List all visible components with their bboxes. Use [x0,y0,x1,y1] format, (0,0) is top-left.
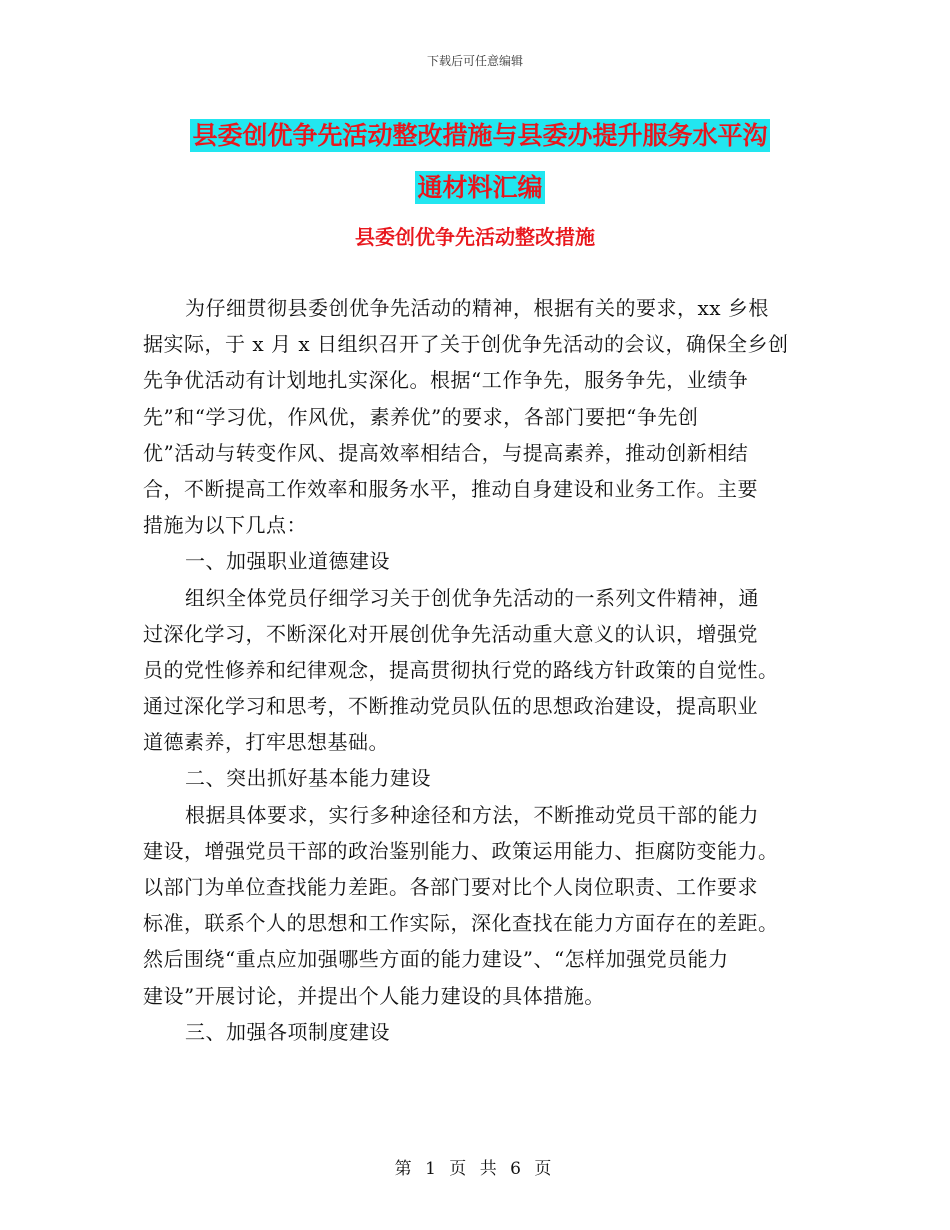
document-title [140,110,820,214]
paragraph-line: 以部门为单位查找能力差距。各部门要对比个人岗位职责、工作要求 [143,875,758,899]
paragraph-line: 为仔细贯彻县委创优争先活动的精神，根据有关的要求，xx 乡根 [185,296,769,320]
heading-line: 三、加强各项制度建设 [185,1019,390,1044]
heading-line: 一、加强职业道德建设 [185,549,390,574]
body-text [143,290,823,1050]
paragraph-line: 组织全体党员仔细学习关于创优争先活动的一系列文件精神，通 [185,585,759,610]
header-note: 下载后可任意编辑 [426,54,523,68]
page-footer: 第 1 页 共 6 页 [394,1159,556,1179]
paragraph-line: 建设”开展讨论，并提出个人能力建设的具体措施。 [143,983,605,1008]
paragraph-line: 然后围绕“重点应加强哪些方面的能力建设”、“怎样加强党员能力 [143,947,729,972]
paragraph-line: 先争优活动有计划地扎实深化。根据“工作争先，服务争先，业绩争 [143,368,749,393]
paragraph-line: 标准，联系个人的思想和工作实际，深化查找在能力方面存在的差距。 [143,911,779,936]
title-line-1: 县委创优争先活动整改措施与县委办提升服务水平沟 [192,121,768,150]
paragraph-line: 据实际，于 x 月 x 日组织召开了关于创优争先活动的会议，确保全乡创 [143,332,789,357]
paragraph-line: 优”活动与转变作风、提高效率相结合，与提高素养，推动创新相结 [143,440,749,465]
paragraph-line: 根据具体要求，实行多种途径和方法，不断推动党员干部的能力 [185,802,759,827]
heading-line: 二、突出抓好基本能力建设 [185,766,431,791]
title-line-2: 通材料汇编 [417,173,543,202]
section-title: 县委创优争先活动整改措施 [355,225,595,249]
paragraph-line: 过深化学习，不断深化对开展创优争先活动重大意义的认识，增强党 [143,621,758,646]
paragraph-line: 通过深化学习和思考，不断推动党员队伍的思想政治建设，提高职业 [143,694,758,719]
paragraph-line: 员的党性修养和纪律观念，提高贯彻执行党的路线方针政策的自觉性。 [143,657,779,682]
paragraph-line: 道德素养，打牢思想基础。 [143,730,389,755]
paragraph-line: 先”和“学习优，作风优，素养优”的要求，各部门要把“争先创 [143,404,699,429]
paragraph-line: 措施为以下几点： [143,513,307,538]
paragraph-line: 建设，增强党员干部的政治鉴别能力、政策运用能力、拒腐防变能力。 [143,838,779,863]
paragraph-line: 合，不断提高工作效率和服务水平，推动自身建设和业务工作。主要 [143,476,758,501]
